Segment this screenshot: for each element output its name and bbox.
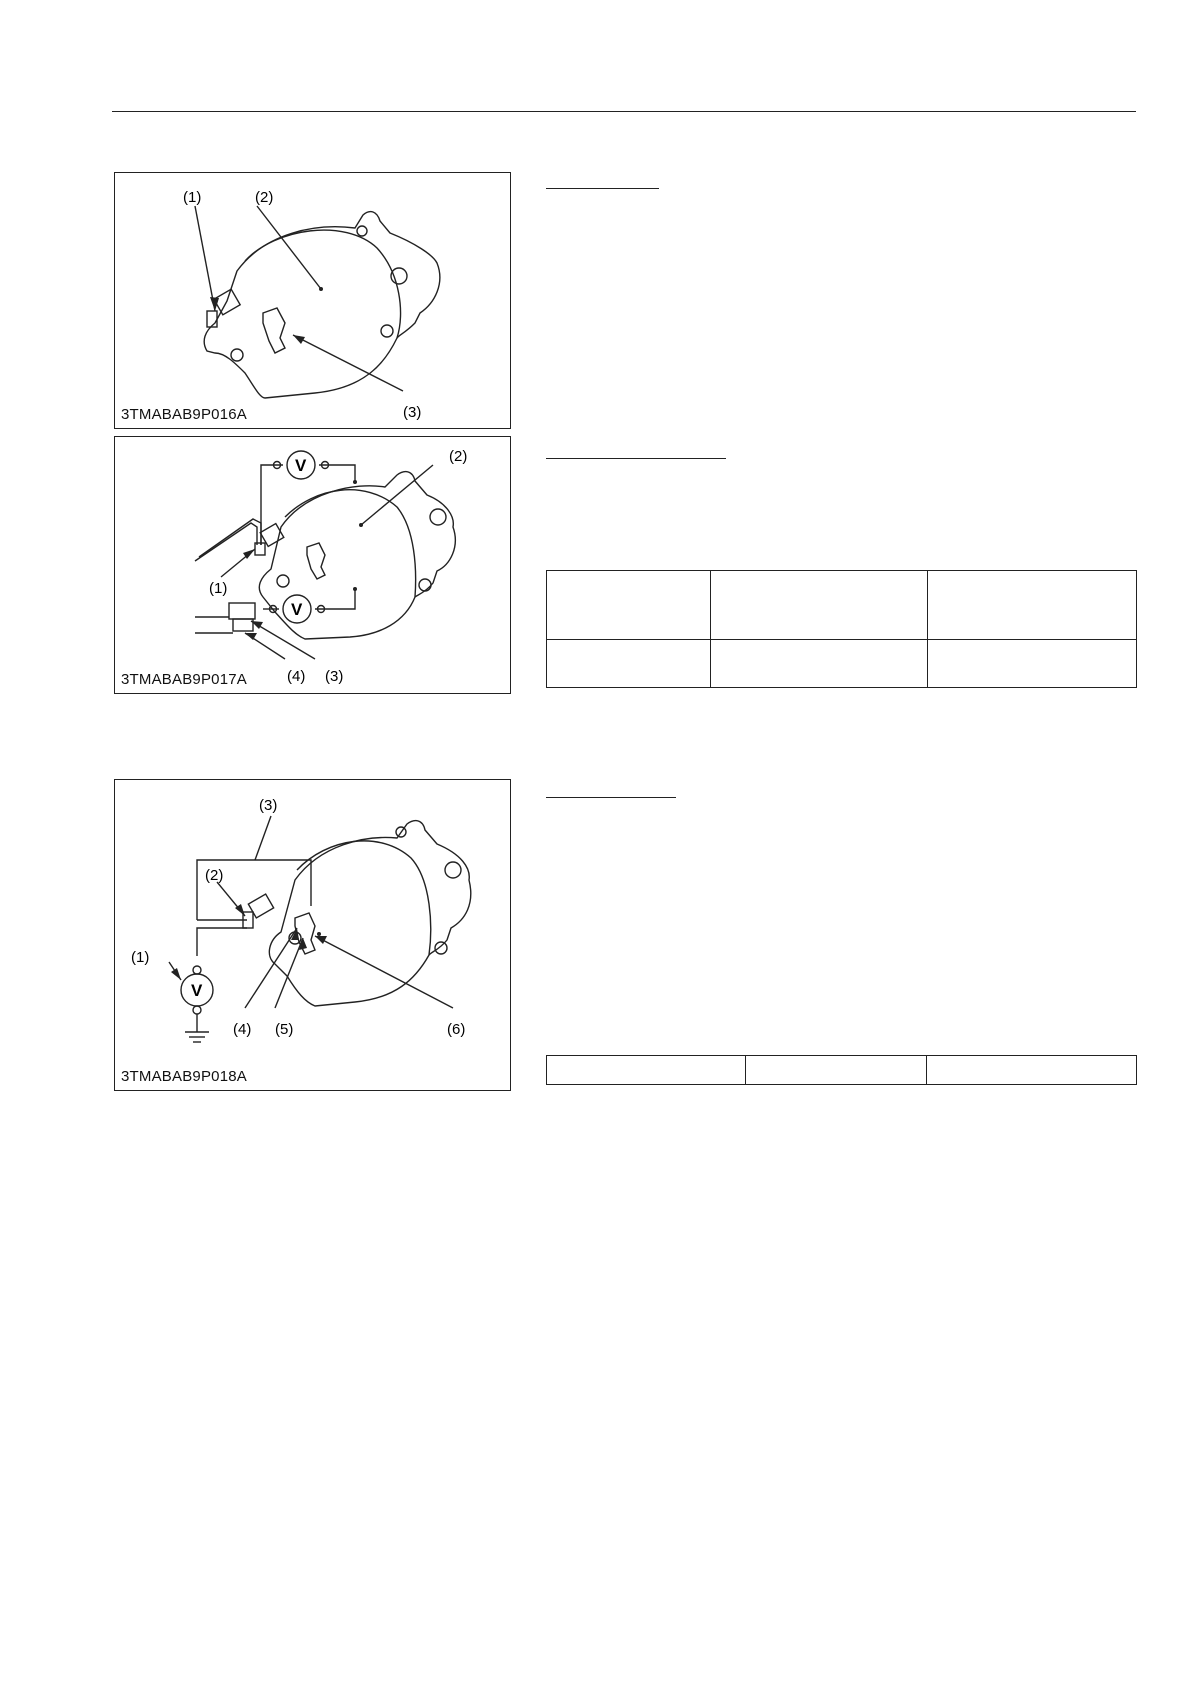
voltmeter-symbol-top: V xyxy=(295,456,307,475)
spec-table-cell xyxy=(928,571,1137,640)
page-header-rule xyxy=(112,111,1136,112)
callout-5: (5) xyxy=(275,1021,294,1038)
callout-6: (6) xyxy=(447,1021,466,1038)
figure-caption: 3TMABAB9P016A xyxy=(121,406,247,423)
figure-caption: 3TMABAB9P018A xyxy=(121,1068,247,1085)
figure-caption: 3TMABAB9P017A xyxy=(121,671,247,688)
callout-2: (2) xyxy=(255,189,274,206)
spec-table-2 xyxy=(546,1055,1137,1085)
spec-table-cell xyxy=(927,1056,1137,1085)
spec-table-cell xyxy=(711,640,928,688)
spec-table-cell xyxy=(746,1056,927,1085)
callout-4: (4) xyxy=(233,1021,252,1038)
spec-table-cell xyxy=(928,640,1137,688)
section-heading-rule-3 xyxy=(546,797,676,798)
alternator-diagram-1 xyxy=(115,173,512,430)
callout-1: (1) xyxy=(209,580,228,597)
spec-table-cell xyxy=(547,571,711,640)
callout-3: (3) xyxy=(259,797,278,814)
spec-table-cell xyxy=(547,640,711,688)
callout-2: (2) xyxy=(449,448,468,465)
figure-voltage-check xyxy=(114,436,511,694)
voltmeter-symbol: V xyxy=(191,981,203,1000)
figure-alternator-terminals xyxy=(114,172,511,429)
spec-table-cell xyxy=(711,571,928,640)
callout-1: (1) xyxy=(131,949,150,966)
callout-2: (2) xyxy=(205,867,224,884)
section-heading-rule-2 xyxy=(546,458,726,459)
callout-3: (3) xyxy=(403,404,422,421)
callout-4: (4) xyxy=(287,668,306,685)
section-heading-rule-1 xyxy=(546,188,659,189)
alternator-diagram-2 xyxy=(115,437,512,695)
figure-regulator-check xyxy=(114,779,511,1091)
callout-1: (1) xyxy=(183,189,202,206)
voltmeter-symbol-bottom: V xyxy=(291,600,303,619)
alternator-diagram-3 xyxy=(115,780,512,1092)
spec-table-cell xyxy=(547,1056,746,1085)
spec-table-1 xyxy=(546,570,1137,688)
callout-3: (3) xyxy=(325,668,344,685)
